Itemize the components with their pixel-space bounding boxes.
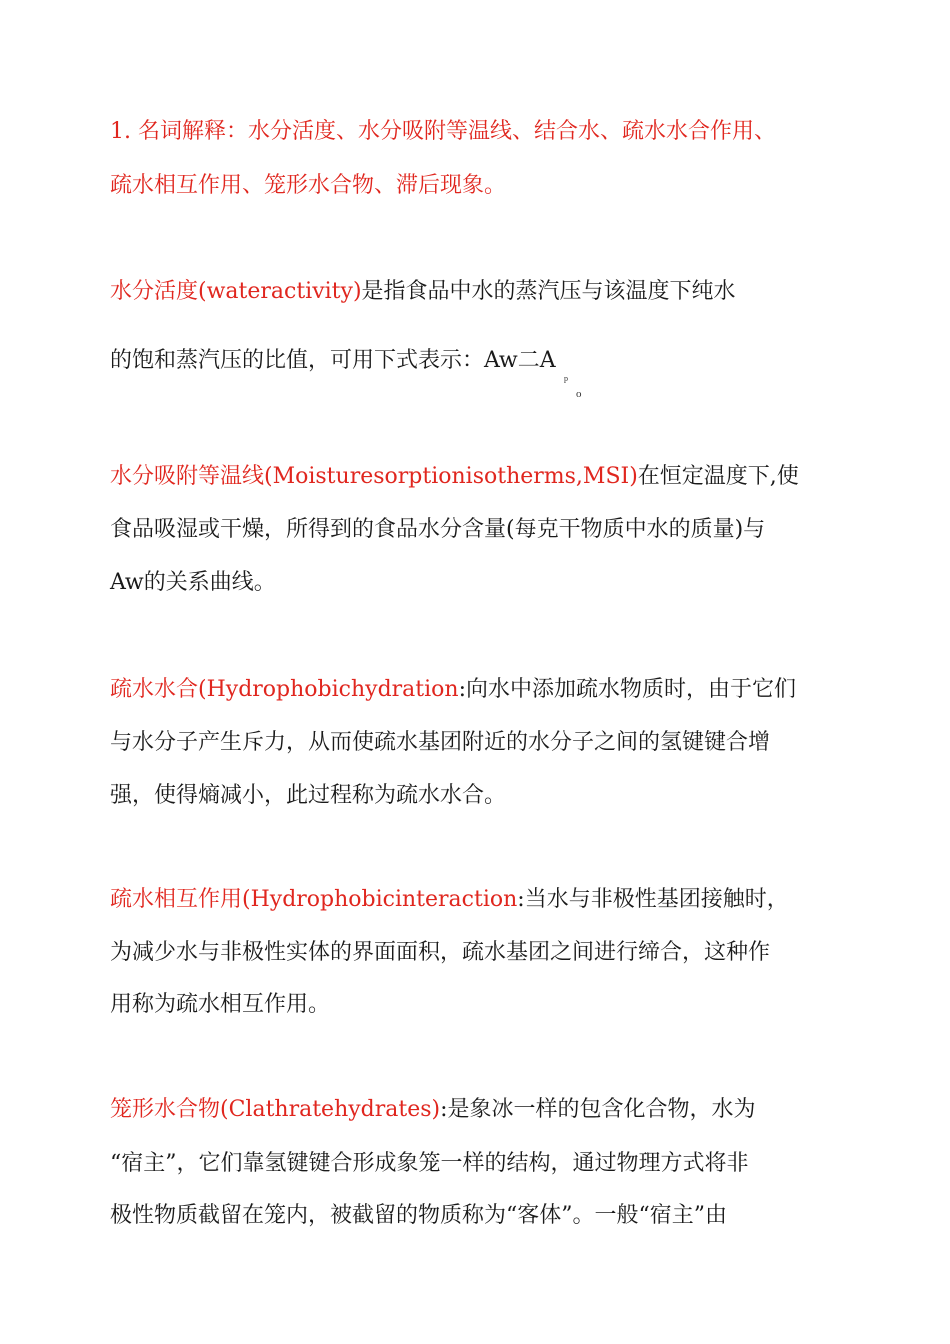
hydrophobic-hydration-line-1	[110, 676, 796, 704]
clathrate-line-1	[110, 1096, 756, 1124]
clathrate-line-2: “宿主”，它们靠氢键键合形成象笼一样的结构，通过物理方式将非	[110, 1151, 749, 1176]
clathrate-term: 笼形水合物(Clathratehydrates)	[110, 1097, 441, 1122]
heading-line-1: 1. 名词解释：水分活度、水分吸附等温线、结合水、疏水水合作用、	[110, 119, 776, 144]
hydrophobic-interaction-line-2: 为减少水与非极性实体的界面面积，疏水基团之间进行缔合，这种作	[110, 940, 771, 965]
heading-line-2: 疏水相互作用、笼形水合物、滞后现象。	[110, 173, 507, 198]
water-activity-term: 水分活度(wateractivity)	[110, 279, 362, 304]
water-activity-definition: 是指食品中水的蒸汽压与该温度下纯水	[361, 279, 736, 304]
water-activity-line-2: 的饱和蒸汽压的比值，可用下式表示：Aw二A	[110, 348, 556, 373]
hydrophobic-hydration-line-3: 强，使得熵减小，此过程称为疏水水合。	[110, 783, 507, 808]
msi-definition: 在恒定温度下,使	[637, 464, 799, 489]
clathrate-line-3: 极性物质截留在笼内，被截留的物质称为“客体”。一般“宿主”由	[110, 1203, 727, 1228]
hydrophobic-interaction-line-3: 用称为疏水相互作用。	[110, 992, 331, 1017]
hydrophobic-interaction-line-1	[110, 886, 789, 914]
clathrate-definition: :是象冰一样的包含化合物，水为	[440, 1097, 756, 1122]
msi-line-3: Aw的关系曲线。	[110, 570, 276, 595]
hydrophobic-interaction-definition: :当水与非极性基团接触时，	[517, 887, 789, 912]
msi-term: 水分吸附等温线(Moisturesorptionisotherms,MSI)	[110, 464, 638, 489]
hydrophobic-interaction-term: 疏水相互作用(Hydrophobicinteraction	[110, 887, 518, 912]
msi-line-1	[110, 463, 799, 491]
hydrophobic-hydration-term: 疏水水合(Hydrophobichydration	[110, 677, 459, 702]
hydrophobic-hydration-definition: :向水中添加疏水物质时，由于它们	[458, 677, 797, 702]
water-activity-line-1	[110, 278, 736, 306]
formula-subscript-o: o	[576, 388, 582, 400]
formula-subscript-p: p	[564, 374, 568, 383]
msi-line-2: 食品吸湿或干燥，所得到的食品水分含量(每克干物质中水的质量)与	[110, 517, 766, 542]
hydrophobic-hydration-line-2: 与水分子产生斥力，从而使疏水基团附近的水分子之间的氢键键合增	[110, 730, 771, 755]
